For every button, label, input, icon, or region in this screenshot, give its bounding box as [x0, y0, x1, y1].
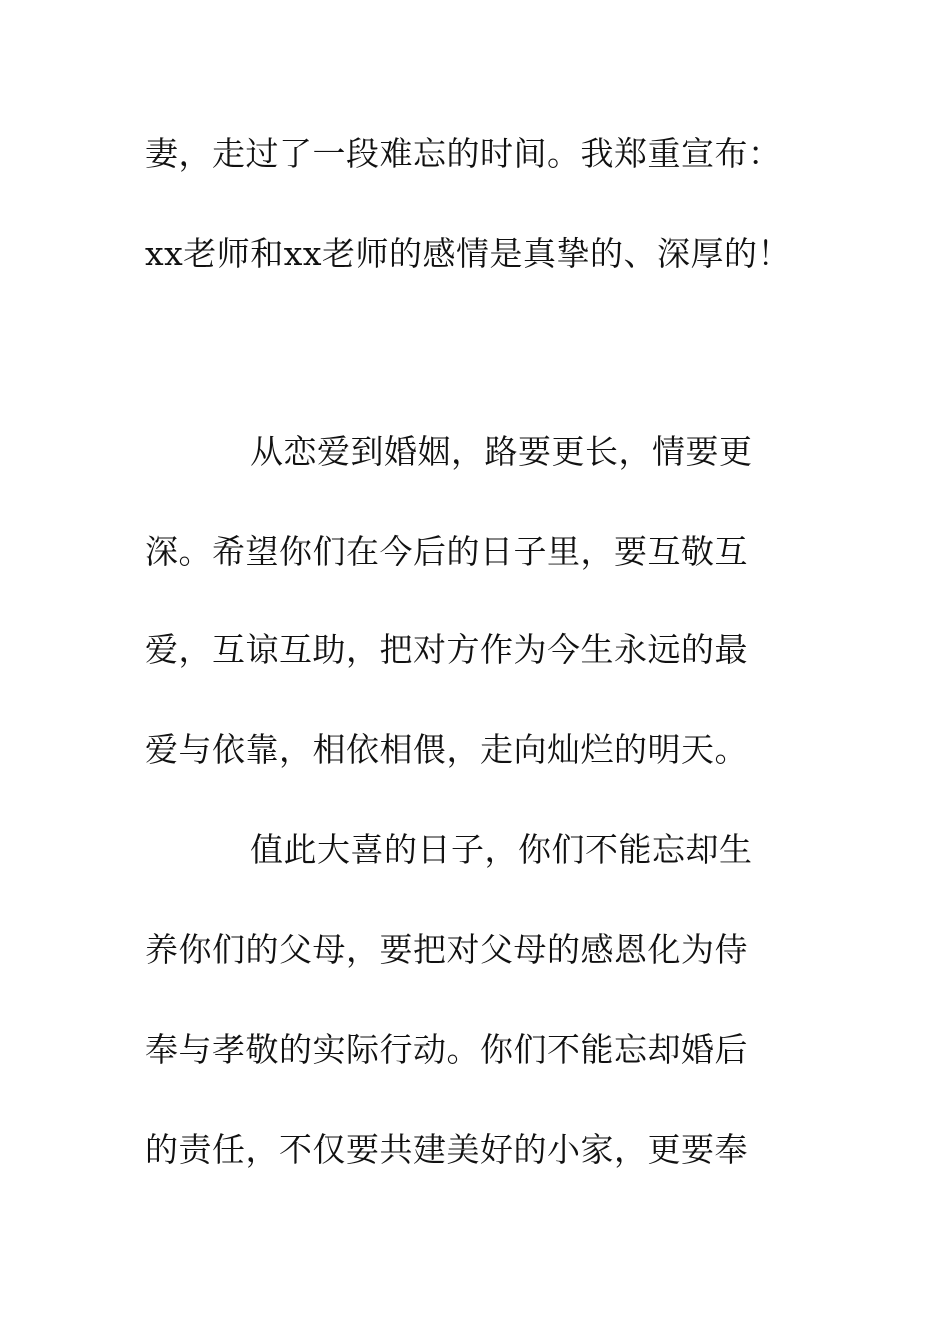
text-line-2: xx老师和xx老师的感情是真挚的、深厚的！ [145, 234, 791, 273]
text-line-7: 值此大喜的日子，你们不能忘却生 [250, 830, 753, 869]
text-line-1: 妻，走过了一段难忘的时间。我郑重宣布： [145, 134, 782, 173]
text-line-9: 奉与孝敬的实际行动。你们不能忘却婚后 [145, 1030, 748, 1069]
text-line-10: 的责任，不仅要共建美好的小家，更要奉 [145, 1130, 748, 1169]
text-line-8: 养你们的父母，要把对父母的感恩化为侍 [145, 930, 748, 969]
text-line-3: 从恋爱到婚姻，路要更长，情要更 [250, 432, 753, 471]
text-line-6: 爱与依靠，相依相偎，走向灿烂的明天。 [145, 730, 748, 769]
text-line-5: 爱，互谅互助，把对方作为今生永远的最 [145, 630, 748, 669]
text-line-4: 深。希望你们在今后的日子里，要互敬互 [145, 532, 748, 571]
